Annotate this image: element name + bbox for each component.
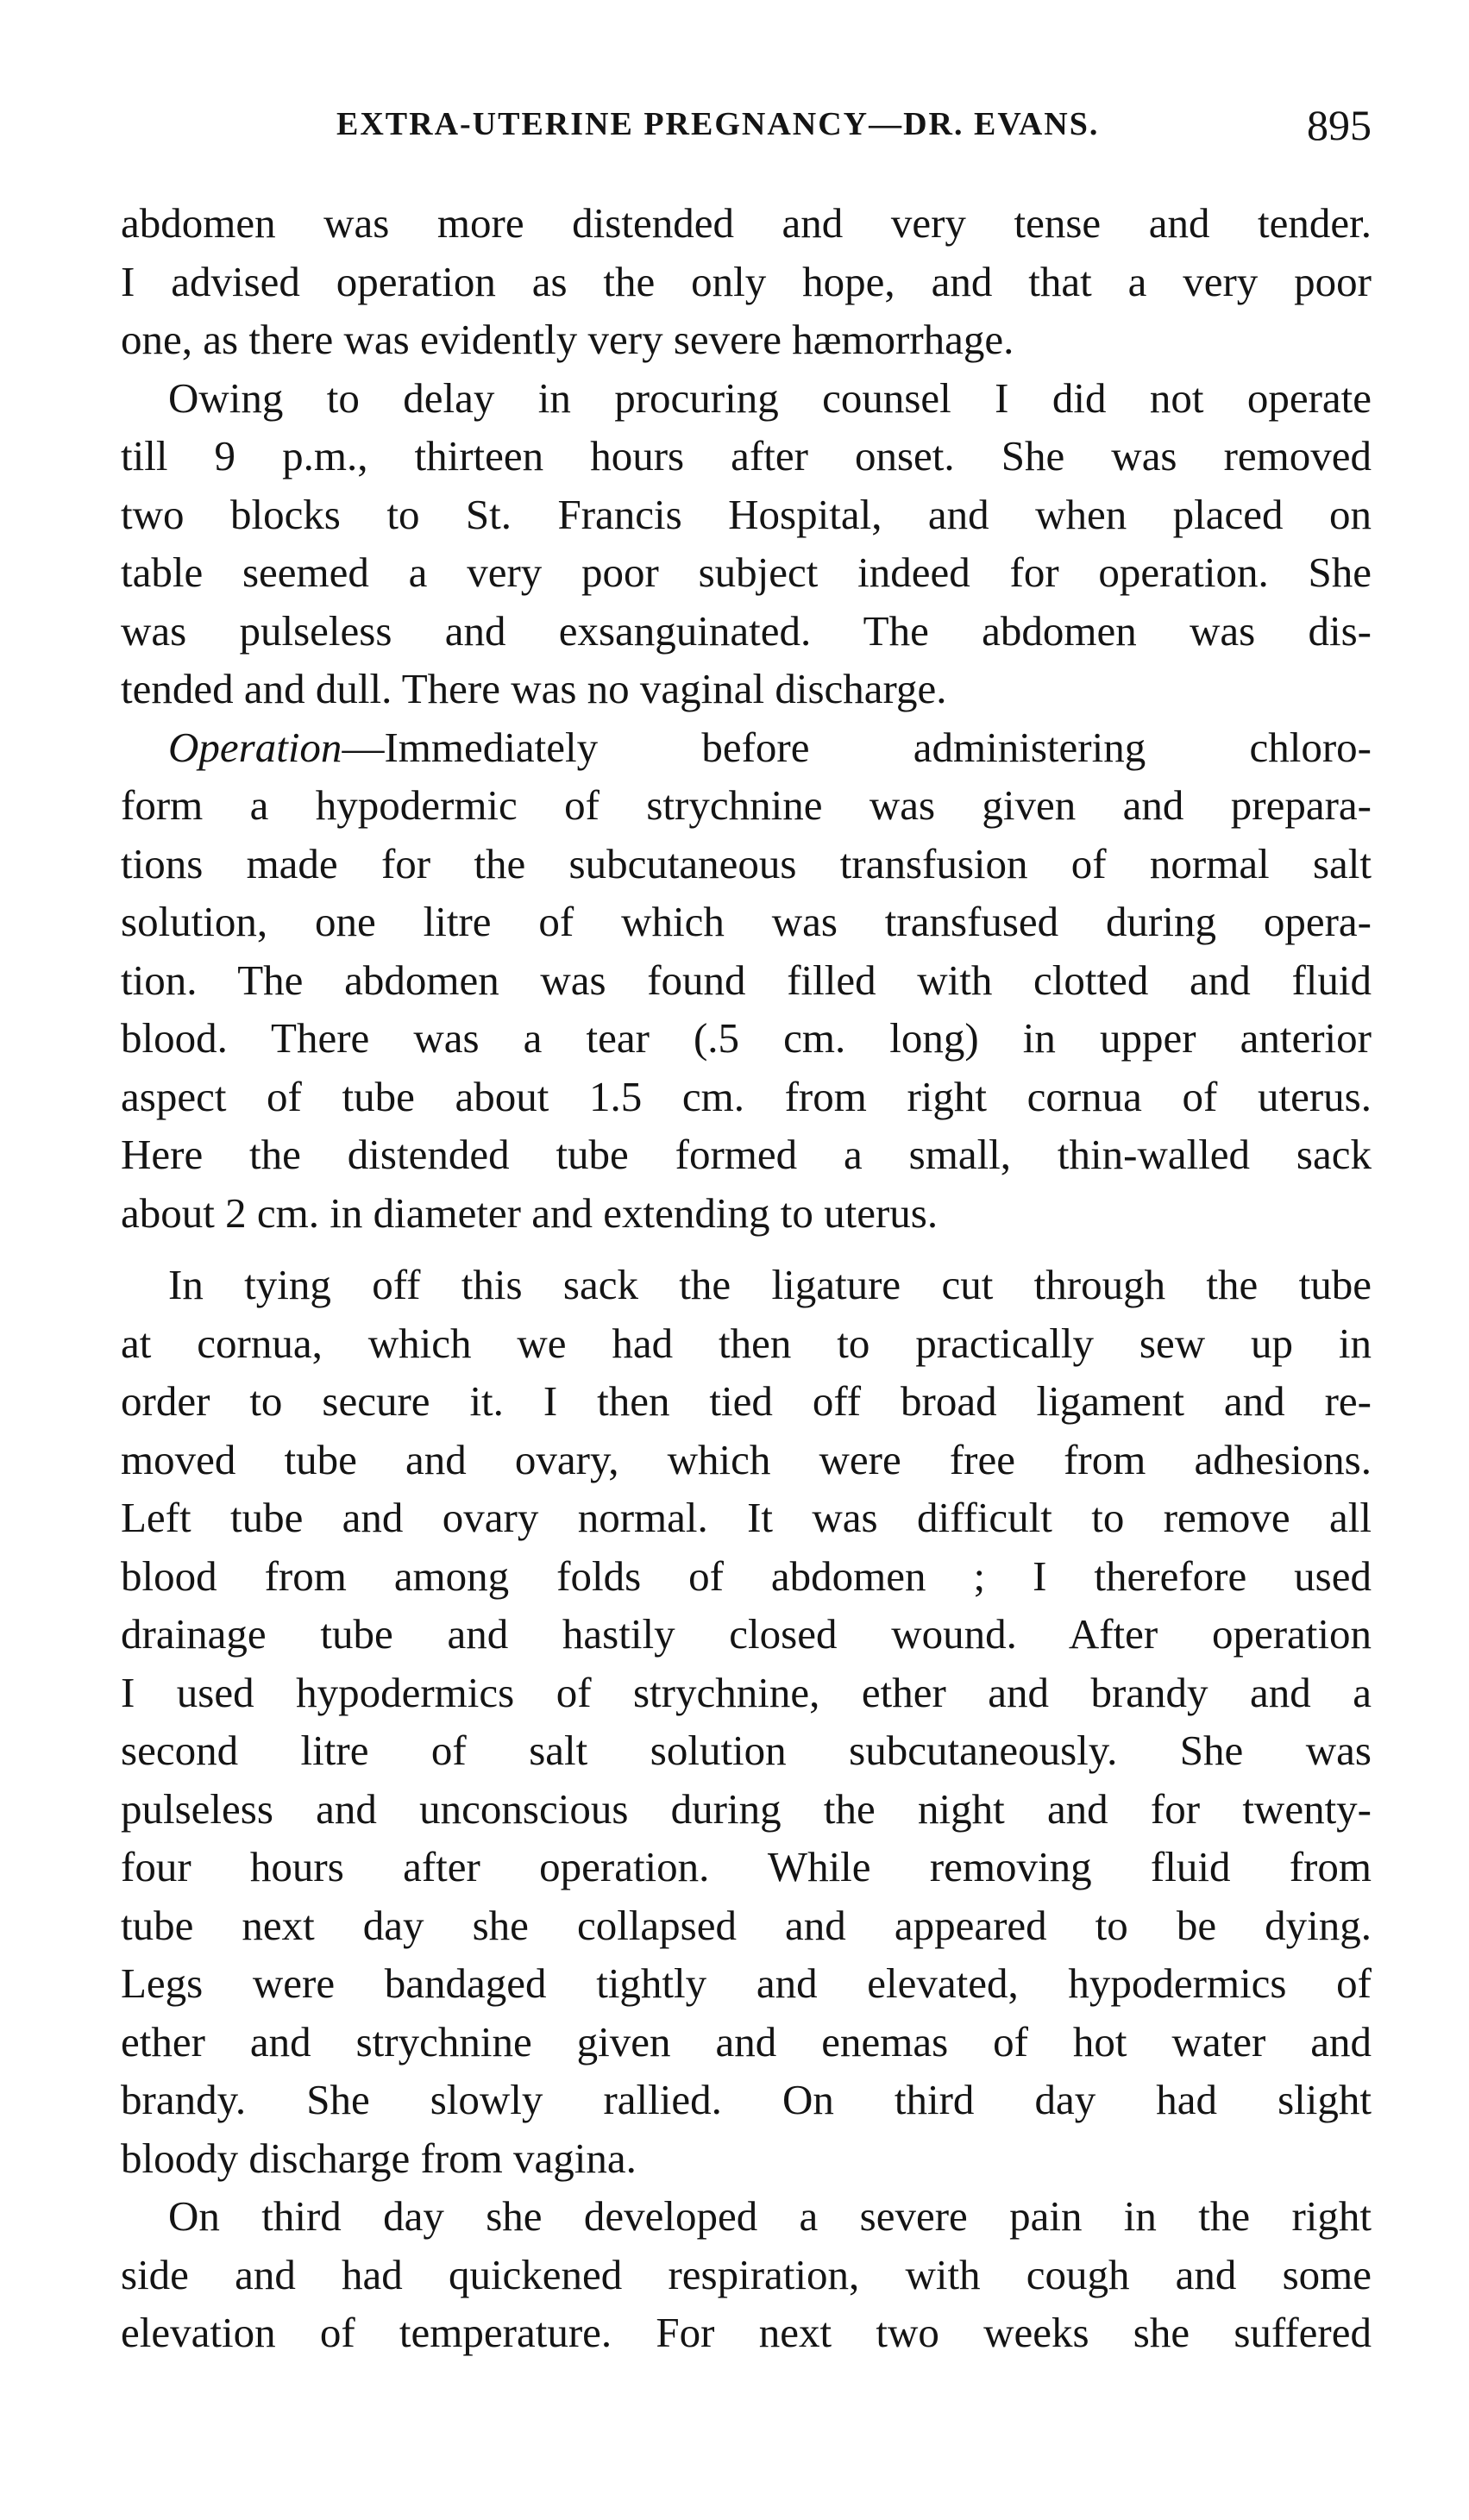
text-line: tions made for the subcutaneous transfusion of normal salt: [121, 839, 1372, 887]
paragraph-5: [121, 2187, 1372, 2362]
text-line: On third day she developed a severe pain in the right: [168, 2192, 1372, 2240]
running-title: EXTRA-UTERINE PREGNANCY—DR. EVANS.: [336, 106, 1100, 142]
text-line: at cornua, which we had then to practically sew up in: [121, 1319, 1372, 1367]
text-line: second litre of salt solution subcutaneously. She was: [121, 1727, 1372, 1774]
text-line: solution, one litre of which was transfused during opera-: [121, 898, 1372, 945]
text-line: ether and strychnine given and enemas of hot water and: [121, 2017, 1372, 2066]
text-line: pulseless and unconscious during the night and for twenty-: [121, 1784, 1372, 1833]
text-line: In tying off this sack the ligature cut through the tube: [168, 1261, 1372, 1308]
text-line: one, as there was evidently very severe hæmorrhage.: [121, 316, 1014, 363]
text-line: I advised operation as the only hope, and that a very poor: [121, 257, 1372, 305]
text-line: two blocks to St. Francis Hospital, and when placed on: [121, 490, 1372, 538]
text-line: brandy. She slowly rallied. On third day had slight: [121, 2076, 1372, 2123]
text-line: aspect of tube about 1.5 cm. from right cornua of uterus.: [121, 1072, 1372, 1120]
text-line: Legs were bandaged tightly and elevated, hypodermics of: [121, 1959, 1372, 2007]
text-line: till 9 p.m., thirteen hours after onset. She was removed: [121, 432, 1372, 480]
text-line: elevation of temperature. For next two weeks she suffered: [121, 2309, 1372, 2356]
text-line: side and had quickened respiration, with cough and some: [121, 2250, 1372, 2298]
text-line: table seemed a very poor subject indeed for operation. She: [121, 549, 1372, 596]
text-line: drainage tube and hastily closed wound. After operation: [121, 1610, 1372, 1658]
text-line: tion. The abdomen was found filled with clotted and fluid: [121, 956, 1372, 1004]
text-line: four hours after operation. While removing fluid from: [121, 1843, 1372, 1890]
text-line: form a hypodermic of strychnine was given and prepara-: [121, 781, 1372, 829]
text-line: moved tube and ovary, which were free from adhesions.: [121, 1435, 1372, 1483]
text-line: tube next day she collapsed and appeared to be dying.: [121, 1901, 1372, 1949]
text-line: blood from among folds of abdomen ; I therefore used: [121, 1551, 1372, 1600]
text-line: Here the distended tube formed a small, thin-walled sack: [121, 1131, 1372, 1178]
text-line: abdomen was more distended and very tense and tender.: [121, 199, 1372, 247]
text-line: was pulseless and exsanguinated. The abdomen was dis-: [121, 606, 1372, 655]
text-line: Left tube and ovary normal. It was difficult to remove all: [121, 1494, 1372, 1541]
text-line-rest: —Immediately before administering chloro-: [342, 723, 1372, 771]
page-number: 895: [1307, 101, 1372, 149]
paragraph-3: [121, 718, 1372, 1243]
running-head: [121, 102, 1372, 154]
text-line: [121, 718, 1372, 777]
text-line: order to secure it. I then tied off broad ligament and re-: [121, 1377, 1372, 1425]
operation-lead: Operation: [168, 723, 342, 771]
text-line: tended and dull. There was no vaginal discharge.: [121, 665, 947, 712]
paragraph-1: [121, 194, 1372, 369]
text-line: bloody discharge from vagina.: [121, 2134, 637, 2182]
text-line: about 2 cm. in diameter and extending to uterus.: [121, 1188, 939, 1237]
text-line: I used hypodermics of strychnine, ether and brandy and a: [121, 1668, 1372, 1716]
paragraph-2: [121, 369, 1372, 718]
paragraph-4: [121, 1256, 1372, 2187]
body-text: [121, 194, 1372, 2362]
text-line: blood. There was a tear (.5 cm. long) in upper anterior: [121, 1014, 1372, 1062]
text-line: Owing to delay in procuring counsel I did not operate: [168, 373, 1372, 422]
